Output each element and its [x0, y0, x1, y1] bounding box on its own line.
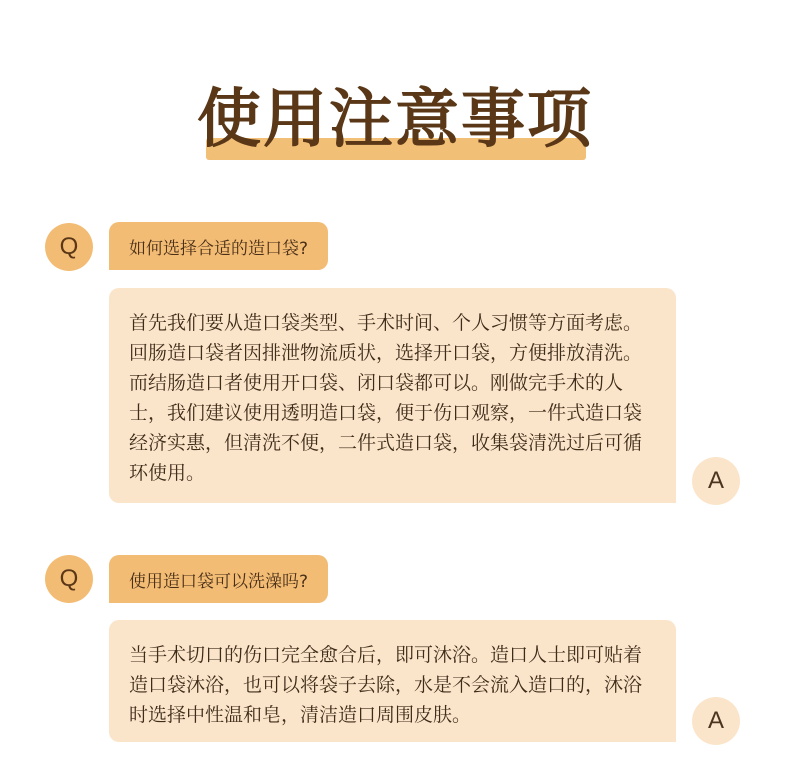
question-badge: Q — [45, 555, 93, 603]
question-bubble: 如何选择合适的造口袋? — [109, 222, 328, 270]
question-bubble: 使用造口袋可以洗澡吗? — [109, 555, 328, 603]
answer-bubble: 当手术切口的伤口完全愈合后，即可沐浴。造口人士即可贴着造口袋沐浴，也可以将袋子去除，水是不会流入造口的，沐浴时选择中性温和皂，清洁造口周围皮肤。 — [109, 620, 676, 742]
answer-badge: A — [692, 457, 740, 505]
question-badge: Q — [45, 223, 93, 271]
page-title: 使用注意事项 — [197, 83, 593, 157]
title-area — [0, 82, 790, 162]
answer-badge: A — [692, 697, 740, 745]
answer-bubble: 首先我们要从造口袋类型、手术时间、个人习惯等方面考虑。回肠造口袋者因排泄物流质状，选择开口袋，方便排放清洗。而结肠造口者使用开口袋、闭口袋都可以。刚做完手术的人士，我们建议使用透明造口袋，便于伤口观察，一件式造口袋经济实惠，但清洗不便，二件式造口袋，收集袋清洗过后可循环使用。 — [109, 288, 676, 503]
